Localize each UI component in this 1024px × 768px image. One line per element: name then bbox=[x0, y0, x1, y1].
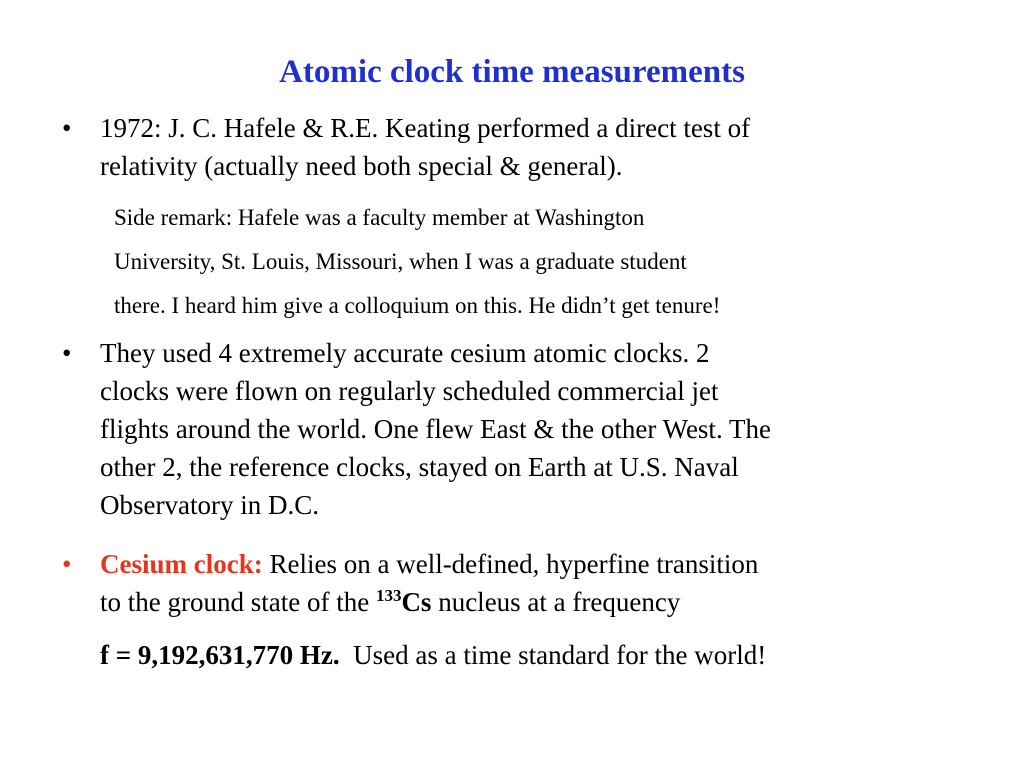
isotope-mass-number: 133 bbox=[375, 586, 402, 605]
bullet-marker: • bbox=[62, 338, 72, 368]
frequency-rest: Used as a time standard for the world! bbox=[339, 640, 767, 670]
bullet-line-rest: Relies on a well-defined, hyperfine transition bbox=[262, 549, 759, 579]
remark-line: Side remark: Hafele was a faculty member at Washington bbox=[114, 205, 645, 230]
bullet-line bbox=[100, 545, 970, 583]
slide-title: Atomic clock time measurements bbox=[279, 54, 745, 90]
side-remark bbox=[114, 196, 974, 328]
bullet-line: other 2, the reference clocks, stayed on Earth at U.S. Naval bbox=[100, 452, 739, 482]
remark-line: University, St. Louis, Missouri, when I was a graduate student bbox=[114, 249, 687, 274]
bullet-line: They used 4 extremely accurate cesium atomic clocks. 2 bbox=[100, 338, 710, 368]
cesium-frequency: f = 9,192,631,770 Hz. bbox=[100, 640, 340, 670]
bullet-line: clocks were flown on regularly scheduled commercial jet bbox=[100, 376, 719, 406]
bullet-marker: • bbox=[62, 549, 72, 579]
frequency-line bbox=[100, 636, 980, 674]
bullet-text bbox=[100, 109, 970, 185]
bullet-line-post: nucleus at a frequency bbox=[431, 587, 681, 617]
bullet-line-pre: to the ground state of the bbox=[100, 587, 376, 617]
bullet-line: relativity (actually need both special & general). bbox=[100, 151, 623, 181]
bullet-line: Observatory in D.C. bbox=[100, 490, 319, 520]
bullet-marker: • bbox=[62, 113, 72, 143]
bullet-line bbox=[100, 583, 970, 621]
remark-line: there. I heard him give a colloquium on this. He didn’t get tenure! bbox=[114, 293, 721, 318]
bullet-text bbox=[100, 334, 970, 524]
isotope-symbol: Cs bbox=[401, 587, 432, 617]
bullet-line: flights around the world. One flew East & the other West. The bbox=[100, 414, 771, 444]
bullet-text bbox=[100, 545, 970, 621]
bullet-line: 1972: J. C. Hafele & R.E. Keating performed a direct test of bbox=[100, 113, 751, 143]
cesium-clock-label: Cesium clock: bbox=[100, 549, 263, 579]
